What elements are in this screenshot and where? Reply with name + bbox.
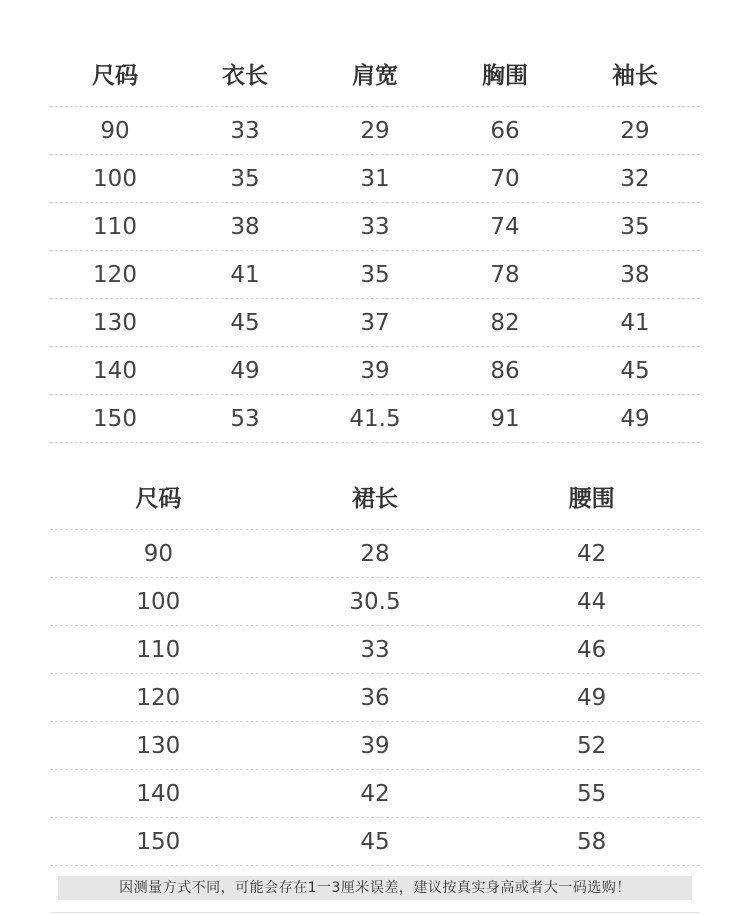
table-row	[50, 722, 700, 770]
table-cell: 38	[620, 261, 650, 288]
table-cell: 41	[620, 309, 650, 336]
table-cell: 130	[93, 309, 137, 336]
table-cell: 30.5	[349, 588, 401, 615]
header-length: 衣长	[222, 62, 268, 89]
header-size: 尺码	[92, 62, 138, 89]
table-cell: 70	[490, 165, 520, 192]
table-row	[50, 818, 700, 866]
table-cell: 140	[136, 780, 181, 807]
table-row	[50, 251, 700, 299]
table-cell: 140	[93, 357, 137, 384]
table-row	[50, 155, 700, 203]
table-cell: 35	[620, 213, 650, 240]
measurement-note: 因测量方式不同，可能会存在1一3厘米误差，建议按真实身高或者大一码选购！	[58, 876, 692, 900]
table-cell: 32	[620, 165, 650, 192]
table-row	[50, 674, 700, 722]
table-cell: 110	[93, 213, 137, 240]
table-header-row	[50, 463, 700, 530]
table-cell: 45	[620, 357, 650, 384]
table-cell: 53	[230, 405, 260, 432]
header-shoulder: 肩宽	[352, 62, 398, 89]
table-cell: 49	[620, 405, 650, 432]
table-row	[50, 347, 700, 395]
header-size: 尺码	[135, 485, 182, 512]
table-cell: 28	[360, 540, 390, 567]
table-cell: 120	[93, 261, 137, 288]
table-cell: 100	[136, 588, 181, 615]
table-cell: 41	[230, 261, 260, 288]
table-cell: 35	[230, 165, 260, 192]
table-row	[50, 203, 700, 251]
table-row	[50, 299, 700, 347]
table-cell: 42	[360, 780, 390, 807]
table-row	[50, 578, 700, 626]
table-cell: 39	[360, 732, 390, 759]
table-cell: 150	[93, 405, 137, 432]
table-cell: 66	[490, 117, 520, 144]
table-row	[50, 626, 700, 674]
table-cell: 36	[360, 684, 390, 711]
table-cell: 33	[360, 213, 390, 240]
table-cell: 33	[360, 636, 390, 663]
table-cell: 91	[490, 405, 520, 432]
table-cell: 74	[490, 213, 520, 240]
table-cell: 52	[577, 732, 607, 759]
table-cell: 150	[136, 828, 181, 855]
table-row	[50, 770, 700, 818]
table-cell: 90	[100, 117, 130, 144]
table-cell: 110	[136, 636, 181, 663]
table-cell: 58	[577, 828, 607, 855]
table-row	[50, 530, 700, 578]
table-cell: 130	[136, 732, 181, 759]
table-cell: 78	[490, 261, 520, 288]
table-cell: 44	[577, 588, 607, 615]
table-cell: 29	[360, 117, 390, 144]
table-cell: 45	[230, 309, 260, 336]
table-cell: 49	[577, 684, 607, 711]
header-chest: 胸围	[482, 62, 528, 89]
table-cell: 120	[136, 684, 181, 711]
table-row	[50, 107, 700, 155]
table-cell: 55	[577, 780, 607, 807]
table-cell: 33	[230, 117, 260, 144]
table-cell: 100	[93, 165, 137, 192]
table-cell: 35	[360, 261, 390, 288]
header-waist: 腰围	[568, 485, 615, 512]
skirt-size-table	[50, 463, 700, 866]
table-cell: 31	[360, 165, 390, 192]
top-size-table	[50, 40, 700, 443]
table-cell: 39	[360, 357, 390, 384]
table-cell: 49	[230, 357, 260, 384]
bottom-divider	[50, 912, 700, 913]
table-cell: 82	[490, 309, 520, 336]
table-cell: 42	[577, 540, 607, 567]
table-cell: 38	[230, 213, 260, 240]
table-cell: 29	[620, 117, 650, 144]
table-cell: 45	[360, 828, 390, 855]
table-header-row	[50, 40, 700, 107]
header-skirt-length: 裙长	[352, 485, 398, 512]
table-row	[50, 395, 700, 443]
table-cell: 90	[143, 540, 173, 567]
table-cell: 37	[360, 309, 390, 336]
header-sleeve: 袖长	[612, 62, 658, 89]
table-cell: 86	[490, 357, 520, 384]
table-cell: 41.5	[349, 405, 401, 432]
table-cell: 46	[577, 636, 607, 663]
